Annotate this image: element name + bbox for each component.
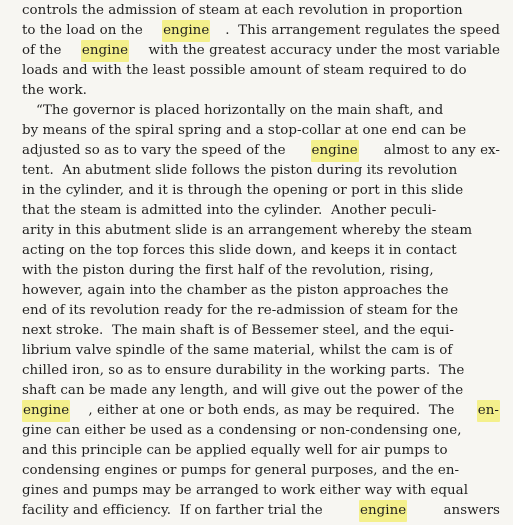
text-line-24	[22, 460, 500, 482]
highlighted-term: en-	[477, 400, 500, 422]
text-segment: to the load on the	[22, 23, 148, 38]
text-segment: tent. An abutment slide follows the piston during its revolution	[22, 163, 458, 178]
text-segment: condensing engines or pumps for general purposes, and the en-	[22, 463, 460, 478]
text-segment: “The governor is placed horizontally on the main shaft, and	[36, 103, 444, 118]
text-segment: almost to any ex-	[379, 143, 500, 158]
text-line-1	[22, 0, 500, 22]
text-line-17	[22, 320, 500, 342]
highlighted-term: engine	[359, 500, 407, 522]
text-segment: with the piston during the first half of the revolution, rising,	[22, 263, 434, 278]
highlighted-term: engine	[81, 40, 129, 62]
text-segment: shaft can be made any length, and will give out the power of the	[22, 383, 464, 398]
text-segment: . This arrangement regulates the speed	[225, 23, 500, 38]
text-line-20	[22, 380, 500, 402]
text-segment: and this principle can be applied equally well for air pumps to	[22, 443, 448, 458]
text-segment: gine can either be used as a condensing or non-condensing one,	[22, 423, 462, 438]
text-segment: end of its revolution ready for the re-admission of steam for the	[22, 303, 459, 318]
text-line-3	[22, 40, 500, 62]
text-segment: answers	[439, 503, 500, 518]
text-segment: librium valve spindle of the same material, whilst the cam is of	[22, 343, 453, 358]
highlighted-term: engine	[311, 140, 359, 162]
text-line-15	[22, 280, 500, 302]
text-segment: , either at one or both ends, as may be required. The	[88, 403, 459, 418]
highlighted-term: engine	[22, 400, 70, 422]
text-segment: arity in this abutment slide is an arrangement whereby the steam	[22, 223, 473, 238]
text-line-6	[22, 100, 500, 122]
text-segment: however, again into the chamber as the piston approaches the	[22, 283, 449, 298]
text-segment: facility and efficiency. If on farther trial the	[22, 503, 328, 518]
text-segment: of the	[22, 43, 66, 58]
text-segment: controls the admission of steam at each revolution in proportion	[22, 3, 463, 18]
text-segment: loads and with the least possible amount of steam required to do	[22, 63, 467, 78]
text-line-13	[22, 240, 500, 262]
text-line-26	[22, 500, 500, 522]
text-line-18	[22, 340, 500, 362]
text-line-8	[22, 140, 500, 162]
text-segment: the work.	[22, 83, 87, 98]
text-line-25	[22, 480, 500, 502]
text-line-4	[22, 60, 500, 82]
text-line-9	[22, 160, 500, 182]
text-segment: with the greatest accuracy under the most variable	[144, 43, 500, 58]
text-line-12	[22, 220, 500, 242]
text-segment: gines and pumps may be arranged to work either way with equal	[22, 483, 469, 498]
text-segment: acting on the top forces this slide down, and keeps it in contact	[22, 243, 457, 258]
text-line-14	[22, 260, 500, 282]
text-segment: next stroke. The main shaft is of Bessemer steel, and the equi-	[22, 323, 454, 338]
text-line-2	[22, 20, 500, 42]
text-segment: adjusted so as to vary the speed of the	[22, 143, 290, 158]
text-line-10	[22, 180, 500, 202]
text-line-7	[22, 120, 500, 142]
text-segment: that the steam is admitted into the cylinder. Another peculi-	[22, 203, 437, 218]
text-segment: chilled iron, so as to ensure durability in the working parts. The	[22, 363, 465, 378]
text-line-21	[22, 400, 500, 422]
text-line-22	[22, 420, 500, 442]
text-line-19	[22, 360, 500, 382]
text-line-16	[22, 300, 500, 322]
text-line-23	[22, 440, 500, 462]
text-segment: in the cylinder, and it is through the opening or port in this slide	[22, 183, 464, 198]
text-segment: by means of the spiral spring and a stop-collar at one end can be	[22, 123, 467, 138]
text-line-5	[22, 80, 500, 102]
text-line-11	[22, 200, 500, 222]
highlighted-term: engine	[162, 20, 210, 42]
